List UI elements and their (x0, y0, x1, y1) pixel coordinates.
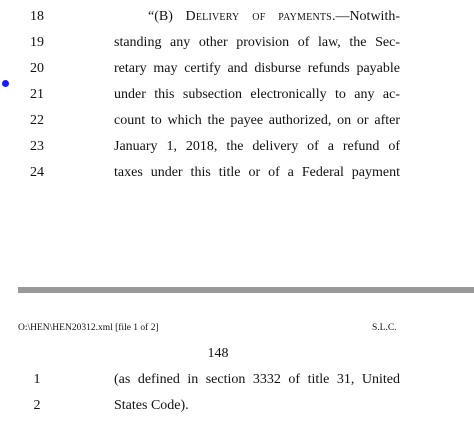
line-text: count to which the payee authorized, on or after (114, 113, 400, 128)
slc-header: S.L.C. (372, 323, 397, 333)
line-text: “(B) Delivery of payments.—Notwith- (148, 9, 400, 24)
line-text: retary may certify and disburse refunds payable (114, 61, 400, 76)
line-text: States Code). (114, 398, 189, 413)
line-text: taxes under this title or of a Federal payment (114, 165, 400, 180)
line-text: January 1, 2018, the delivery of a refund of (114, 139, 400, 154)
line-text: under this subsection electronically to any ac- (114, 87, 400, 102)
page-break-bar (18, 287, 474, 293)
line-number: 20 (30, 61, 44, 76)
line-20 (0, 59, 474, 85)
line-text: (as defined in section 3332 of title 31, United (114, 372, 400, 387)
line-number: 1 (33, 372, 41, 387)
line-number: 18 (30, 9, 44, 24)
line-2 (0, 396, 474, 422)
page-number: 148 (207, 346, 229, 361)
line-21 (0, 85, 474, 111)
line-22 (0, 111, 474, 137)
line-18 (0, 7, 474, 33)
line-1 (0, 370, 474, 396)
line-number: 19 (30, 35, 44, 50)
line-number: 23 (30, 139, 44, 154)
file-path-header: O:\HEN\HEN20312.xml [file 1 of 2] (18, 323, 159, 333)
line-number: 21 (30, 87, 44, 102)
line-19 (0, 33, 474, 59)
line-number: 24 (30, 165, 44, 180)
line-24 (0, 163, 474, 189)
line-text: standing any other provision of law, the Sec- (114, 35, 400, 50)
line-23 (0, 137, 474, 163)
paragraph-heading: Delivery of payments (185, 9, 332, 24)
line-number: 22 (30, 113, 44, 128)
line-number: 2 (33, 398, 41, 413)
